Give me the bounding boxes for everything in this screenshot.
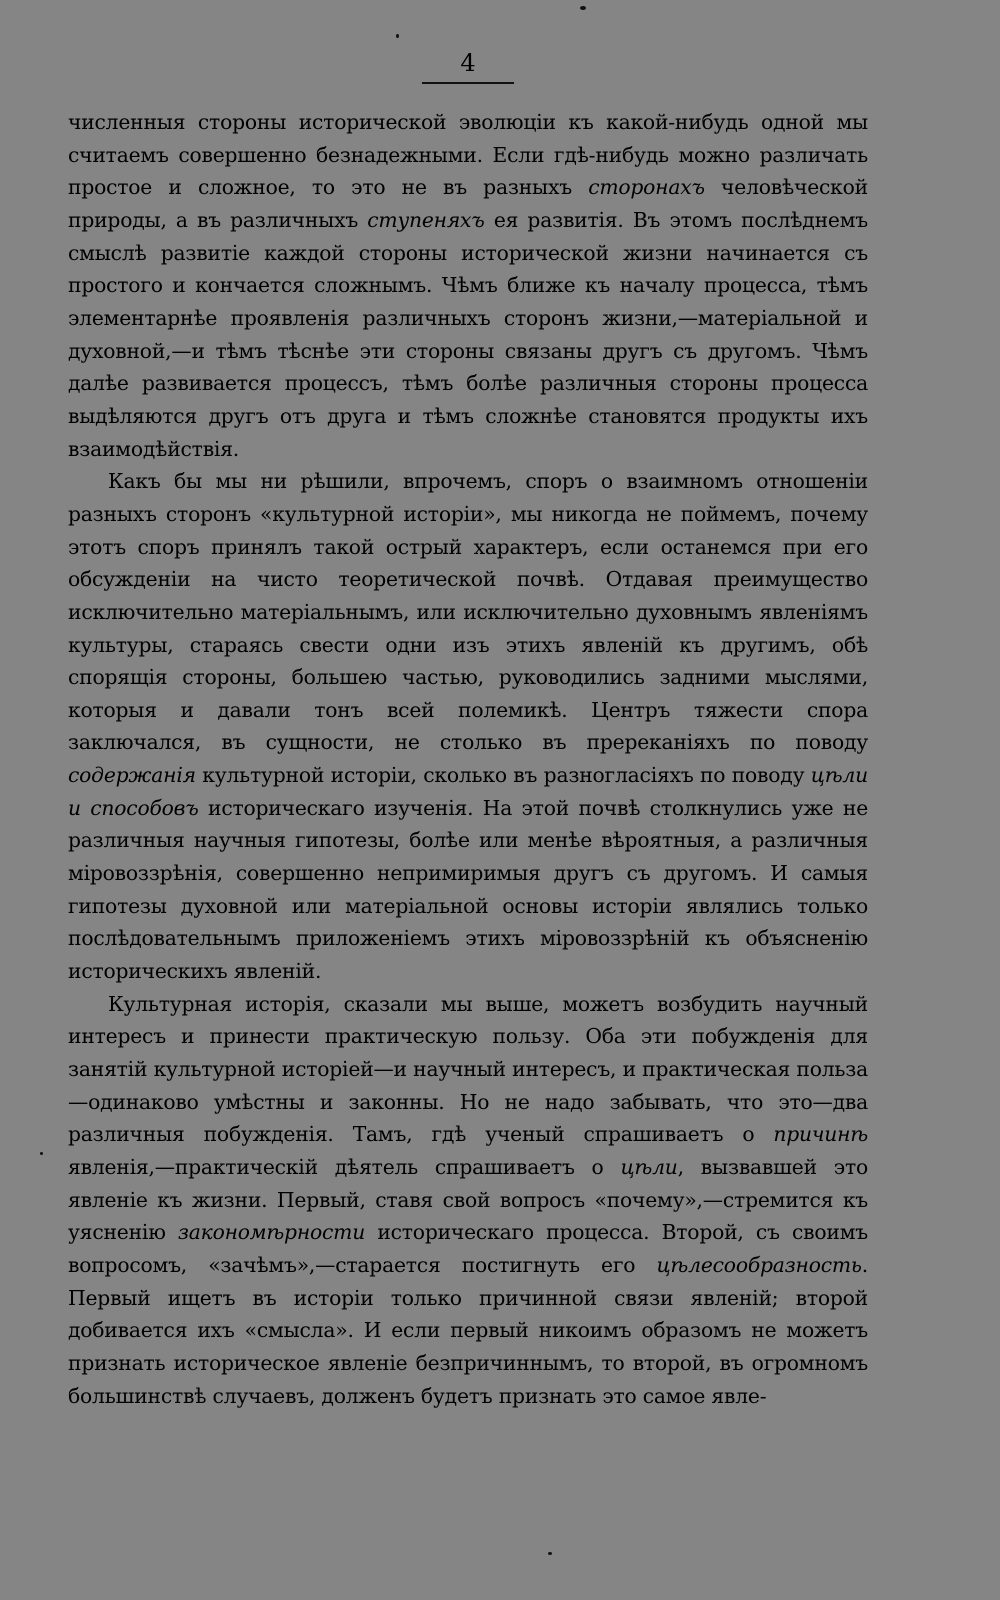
page-number: 4 (460, 49, 476, 77)
text-run: историческаго изученія. На этой почвѣ столкнулись уже не различныя научныя гипотезы, болѣе или менѣе вѣроятныя, а различныя міровоззрѣнія, совершенно непримиримыя другъ съ другомъ. И самыя гипотезы духовной или матеріальной основы исторіи являлись только послѣдовательнымъ приложеніемъ этихъ міровоззрѣній къ объясненію историческихъ явленій. (68, 795, 869, 984)
paragraph (68, 465, 868, 988)
page-number-rule (422, 82, 514, 84)
text-run: Какъ бы мы ни рѣшили, впрочемъ, споръ о взаимномъ отношеніи разныхъ сторонъ «культурной исторіи», мы никогда не поймемъ, почему этотъ споръ принялъ такой острый характеръ, если останемся при его обсужденіи на чисто теоретической почвѣ. Отдавая преимущество исключительно матеріальнымъ, или исключительно духовнымъ явленіямъ культуры, стараясь свести одни изъ этихъ явленій къ другимъ, обѣ спорящія стороны, большею частью, руководились задними мыслями, которыя и давали тонъ всей полемикѣ. Центръ тяжести спора заключался, въ сущности, не столько въ пререканіяхъ по поводу (68, 469, 868, 755)
book-page (68, 48, 868, 1412)
scan-speck (580, 6, 586, 10)
paragraph (68, 106, 868, 465)
text-run: культурной исторіи, сколько въ разногласіяхъ по поводу (195, 763, 811, 788)
italic-text: закономѣрности (177, 1220, 366, 1245)
scan-speck (548, 1552, 552, 1555)
text-run: , вызвавшей это явленіе къ жизни. Первый, ставя свой вопросъ «почему»,—стремится къ уясненію (68, 1155, 868, 1245)
italic-text: цѣли (620, 1155, 678, 1179)
italic-text: содержанія (68, 763, 196, 788)
italic-text: сторонахъ (588, 175, 705, 200)
text-run: ея развитія. Въ этомъ послѣднемъ смыслѣ развитіе каждой стороны исторической жизни начинается съ простого и кончается сложнымъ. Чѣмъ ближе къ началу процесса, тѣмъ элементарнѣе проявленія различныхъ сторонъ жизни,—матеріальной и духовной,—и тѣмъ тѣснѣе эти стороны связаны другъ съ другомъ. Чѣмъ далѣе развивается процессъ, тѣмъ болѣе различныя стороны процесса выдѣляются другъ отъ друга и тѣмъ сложнѣе становятся продукты ихъ взаимодѣйствія. (68, 207, 868, 461)
scan-speck (396, 34, 399, 38)
italic-text: цѣли и способовъ (68, 763, 868, 820)
italic-text: ступеняхъ (367, 207, 485, 232)
text-run: историческаго процесса. Второй, съ своимъ вопросомъ, «зачѣмъ»,—старается постигнуть его (68, 1220, 868, 1277)
body-text (68, 106, 868, 1412)
scan-speck (40, 1152, 43, 1155)
text-run: Культурная исторія, сказали мы выше, можетъ возбудить научный интересъ и принести практическую пользу. Оба эти побужденія для занятій культурной исторіей—и научный интересъ, и практическая польза—одинаково умѣстны и законны. Но не надо забывать, что это—два различныя побужденія. Тамъ, гдѣ ученый спрашиваетъ о (68, 991, 868, 1147)
text-run: численныя стороны исторической эволюціи къ какой-нибудь одной мы считаемъ совершенно безнадежными. Если гдѣ-нибудь можно различать простое и сложное, то это не въ разныхъ (68, 110, 868, 200)
italic-text: причинѣ (773, 1122, 868, 1147)
text-run: явленія,—практическій дѣятель спрашиваетъ о (68, 1155, 621, 1179)
text-run: . Первый ищетъ въ исторіи только причинной связи явленій; второй добивается ихъ «смысла». И если первый никоимъ образомъ не можетъ признать историческое явленіе безпричиннымъ, то второй, въ огромномъ большинствѣ случаевъ, долженъ будетъ признать это самое явле- (68, 1252, 868, 1408)
paragraph (68, 988, 868, 1413)
italic-text: цѣлесообразность (656, 1252, 862, 1277)
text-run: человѣческой природы, а въ различныхъ (68, 175, 868, 232)
